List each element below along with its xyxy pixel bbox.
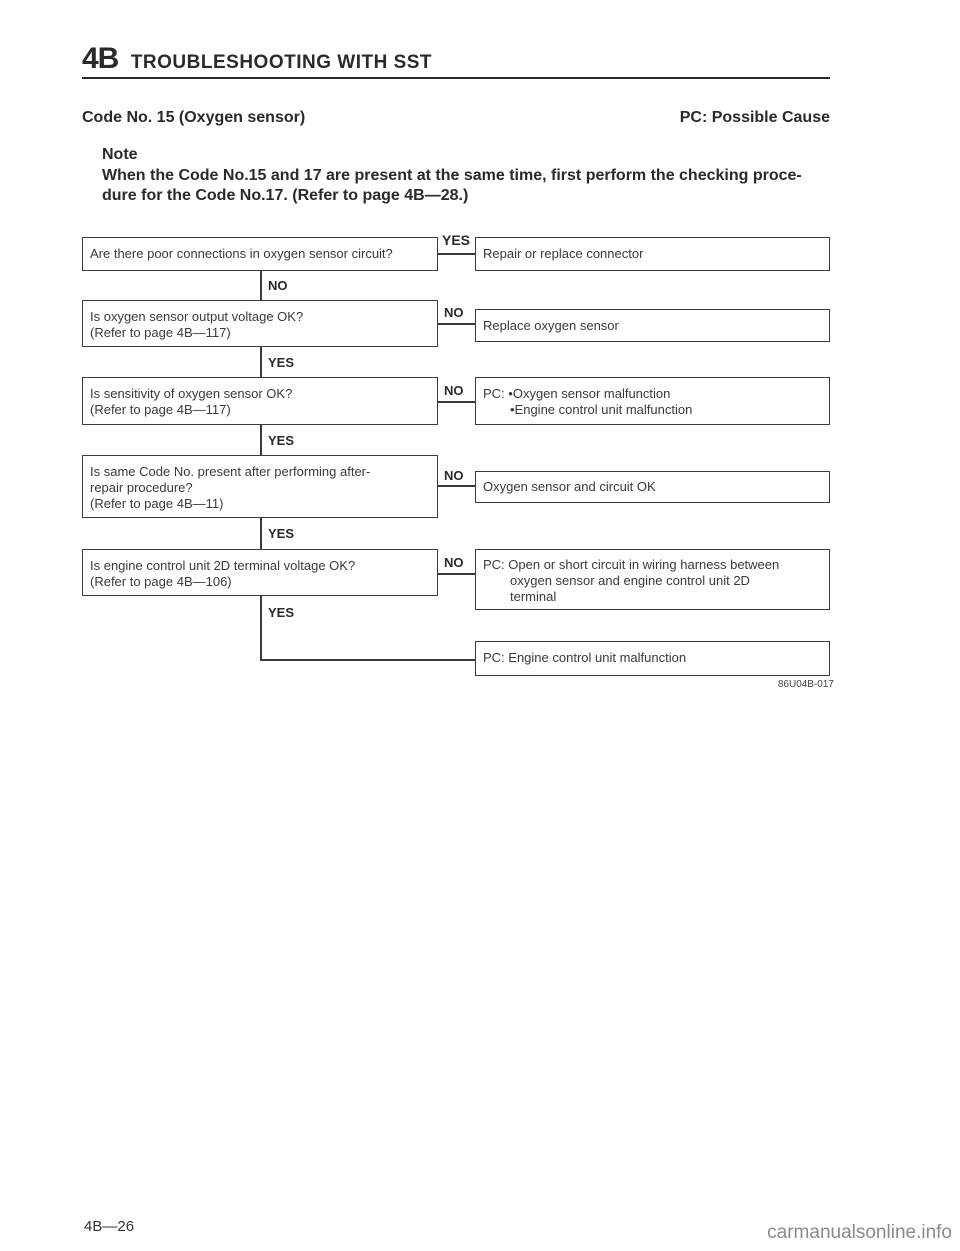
result-text: •Engine control unit malfunction [510, 402, 693, 417]
connector-down-1 [260, 271, 262, 300]
connector-no-5 [438, 573, 475, 575]
connector-down-5 [260, 596, 262, 660]
branch-label-4: NO [444, 468, 464, 483]
branch-label-2: NO [444, 305, 464, 320]
connector-down-4 [260, 518, 262, 549]
connector-no-3 [438, 401, 475, 403]
result-text: PC: Open or short circuit in wiring harness between [483, 557, 780, 572]
question-box-3 [82, 377, 438, 425]
question-ref: (Refer to page 4B—117) [90, 325, 231, 340]
result-text: Repair or replace connector [483, 246, 644, 261]
result-text: PC: Engine control unit malfunction [483, 650, 687, 665]
code-title: Code No. 15 (Oxygen sensor) [82, 109, 306, 126]
connector-no-4 [438, 485, 475, 487]
result-text: Replace oxygen sensor [483, 318, 619, 333]
connector-down-2 [260, 347, 262, 377]
question-text: repair procedure? [90, 480, 193, 495]
question-text: Is sensitivity of oxygen sensor OK? [90, 386, 293, 401]
branch-label-5: NO [444, 555, 464, 570]
result-text: PC: •Oxygen sensor malfunction [483, 386, 671, 401]
figure-id: 86U04B-017 [777, 679, 834, 690]
question-text: Is same Code No. present after performing after- [90, 464, 371, 479]
note-text: When the Code No.15 and 17 are present at the same time, first perform the checking proce- dure for the Code No.17. (Refer to page 4B—28.) [102, 167, 802, 204]
branch-label-3: NO [444, 383, 464, 398]
question-text: Is oxygen sensor output voltage OK? [90, 309, 304, 324]
connector-no-2 [438, 323, 475, 325]
next-label-3: YES [268, 433, 295, 448]
result-box-3 [475, 377, 830, 425]
connector-final [260, 659, 475, 661]
section-number: 4B [82, 42, 119, 75]
next-label-1: NO [268, 278, 288, 293]
final-result-box [475, 641, 830, 676]
result-box-4 [475, 471, 830, 503]
section-title: TROUBLESHOOTING WITH SST [130, 52, 433, 73]
question-ref: (Refer to page 4B—106) [90, 574, 232, 589]
watermark: carmanualsonline.info [767, 1222, 952, 1243]
next-label-2: YES [268, 355, 295, 370]
question-ref: (Refer to page 4B—117) [90, 402, 231, 417]
next-label-5: YES [268, 605, 295, 620]
result-text: terminal [510, 589, 557, 604]
result-box-5 [475, 549, 830, 610]
note-heading: Note [102, 146, 138, 163]
result-box-2 [475, 309, 830, 342]
question-box-1 [82, 237, 438, 271]
connector-down-3 [260, 425, 262, 455]
page-number: 4B—26 [84, 1218, 135, 1235]
question-box-5 [82, 549, 438, 596]
question-text: Is engine control unit 2D terminal voltage OK? [90, 558, 356, 573]
question-box-4 [82, 455, 438, 518]
next-label-4: YES [268, 526, 295, 541]
branch-label-1: YES [442, 232, 471, 248]
question-text: Are there poor connections in oxygen sensor circuit? [90, 246, 393, 261]
question-ref: (Refer to page 4B—11) [90, 496, 224, 511]
page-header [82, 42, 432, 76]
result-text: Oxygen sensor and circuit OK [483, 479, 656, 494]
header-rule [82, 77, 830, 79]
result-text: oxygen sensor and engine control unit 2D [510, 573, 750, 588]
question-box-2 [82, 300, 438, 347]
result-box-1 [475, 237, 830, 271]
possible-cause-legend: PC: Possible Cause [679, 109, 830, 126]
connector-yes-1 [438, 253, 475, 255]
